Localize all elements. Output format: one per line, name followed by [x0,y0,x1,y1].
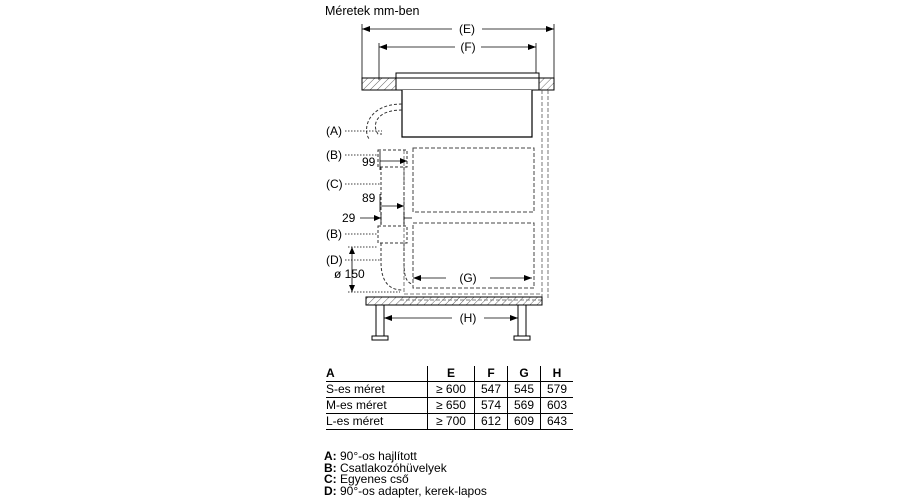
dimension-e [362,22,554,78]
worktop-with-hob [362,73,554,90]
measure-99-label: 99 [362,155,376,169]
measure-89 [362,191,404,212]
hob-body [402,90,532,137]
dimension-h [384,311,518,325]
legend-key: C: [324,472,337,486]
table-header-cell: F [475,366,508,382]
legend-key: A: [324,449,337,463]
measure-29-label: 29 [342,211,356,225]
table-header-cell: A [326,366,428,382]
table-cell: 547 [475,382,508,398]
label-c: (C) [326,177,343,191]
table-cell: 579 [541,382,574,398]
upper-drawer [413,148,534,212]
dimension-h-label: (H) [459,311,477,325]
table-header-cell: G [508,366,541,382]
table-cell: 545 [508,382,541,398]
legend-text: Egyenes cső [336,472,409,486]
table-row [326,382,573,398]
legend-key: D: [324,483,337,498]
dimension-g [413,271,532,285]
table-cell: S-es méret [326,382,428,398]
table-header-cell: E [428,366,475,382]
table-row [326,414,573,430]
measure-150-label: ø 150 [334,267,365,281]
table-cell: 643 [541,414,574,430]
cabinet-legs [372,305,530,340]
table-cell: ≥ 650 [428,398,475,414]
dimension-e-label: (E) [459,22,475,36]
table-row [326,398,573,414]
table-cell: ≥ 600 [428,382,475,398]
table-cell: 569 [508,398,541,414]
diagram-caption: Méretek mm-ben [325,4,420,18]
label-b-lower: (B) [326,227,342,241]
label-a: (A) [326,124,342,138]
legend-text: Csatlakozóhüvelyek [336,460,447,475]
table-cell: L-es méret [326,414,428,430]
table-cell: 574 [475,398,508,414]
table-cell: 612 [475,414,508,430]
measure-150 [334,247,400,292]
legend-text: 90°-os hajlított [336,449,417,463]
table-cell: 609 [508,414,541,430]
table-header-cell: H [541,366,574,382]
legend-text: 90°-os adapter, kerek-lapos [336,483,487,498]
label-d: (D) [326,253,343,267]
legend-key: B: [324,460,337,475]
dimensions-table [326,366,573,430]
dimension-g-label: (G) [459,271,477,285]
legend-item [324,483,487,498]
measure-89-label: 89 [362,191,376,205]
measure-29 [342,211,412,225]
dimension-f-label: (F) [460,40,476,54]
label-b-upper: (B) [326,148,342,162]
table-cell: 603 [541,398,574,414]
legend [324,451,487,497]
table-cell: ≥ 700 [428,414,475,430]
table-cell: M-es méret [326,398,428,414]
base-board [366,297,542,305]
table-header-row [326,366,573,382]
